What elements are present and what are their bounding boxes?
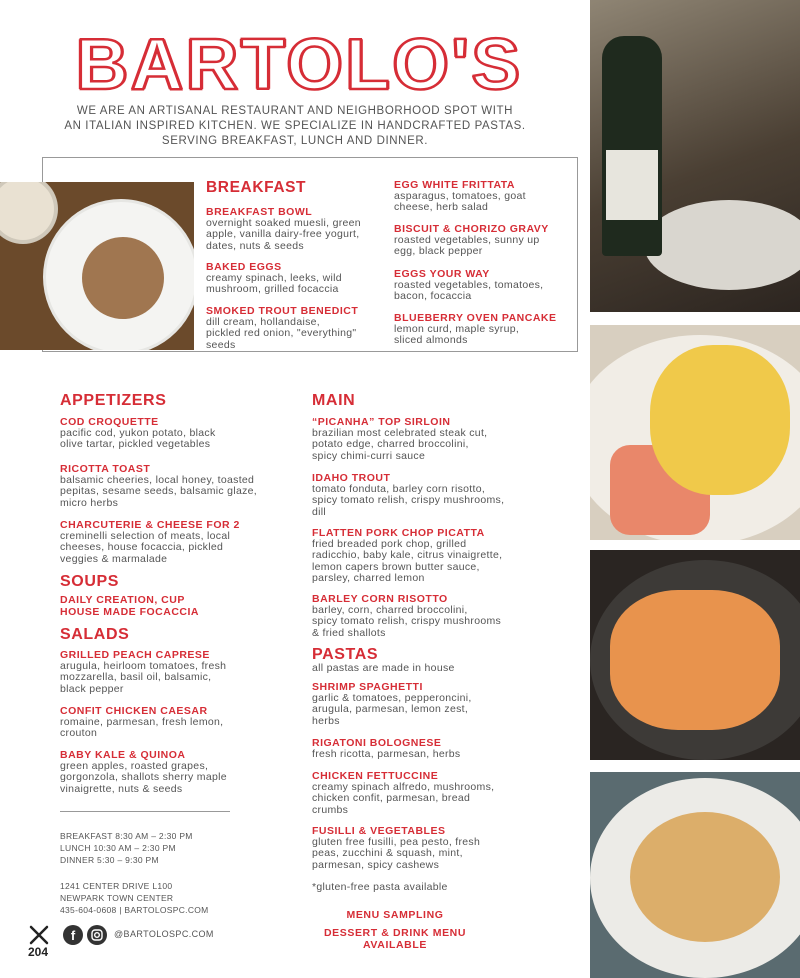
menu-item: BISCUIT & CHORIZO GRAVY roasted vegetables, sunny up egg, black pepper: [394, 223, 549, 258]
fork-knife-icon: [28, 924, 50, 946]
menu-item: SMOKED TROUT BENEDICT dill cream, hollandaise, pickled red onion, "everything" seeds: [206, 305, 359, 351]
facebook-icon[interactable]: f: [63, 925, 83, 945]
main-title: MAIN: [312, 392, 356, 409]
menu-item: FUSILLI & VEGETABLES gluten free fusilli, pea pesto, fresh peas, zucchini & squash, mint, parmesan, spicy cashews: [312, 825, 481, 871]
menu-item: GRILLED PEACH CAPRESE arugula, heirloom tomatoes, fresh mozzarella, basil oil, balsamic, black pepper: [60, 649, 227, 695]
menu-item: BLUEBERRY OVEN PANCAKE lemon curd, maple syrup, sliced almonds: [394, 312, 557, 347]
tagline: WE ARE AN ARTISANAL RESTAURANT AND NEIGHBORHOOD SPOT WITH AN ITALIAN INSPIRED KITCHEN. WE SPECIALIZE IN HANDCRAFTED PASTAS. SERVING BREAKFAST, LUNCH AND DINNER.: [64, 105, 526, 147]
menu-sampling-note: MENU SAMPLING: [346, 909, 444, 921]
menu-item: CHICKEN FETTUCCINE creamy spinach alfredo, mushrooms, chicken confit, parmesan, bread crumbs: [312, 770, 495, 816]
soup-line: HOUSE MADE FOCACCIA: [60, 606, 200, 618]
pastas-title: PASTAS: [312, 646, 379, 663]
shrimp-spaghetti-photo: [590, 772, 800, 978]
salads-title: SALADS: [60, 626, 130, 643]
menu-item: “PICANHA” TOP SIRLOIN brazilian most celebrated steak cut, potato edge, charred broccolini, spicy chimi-curri sauce: [312, 416, 488, 462]
address: 1241 CENTER DRIVE L100 NEWPARK TOWN CENTER 435-604-0608 | BARTOLOSPC.COM: [60, 881, 209, 915]
menu-item: EGGS YOUR WAY roasted vegetables, tomatoes, bacon, focaccia: [394, 268, 544, 303]
benedict-photo: [590, 325, 800, 540]
menu-item: CONFIT CHICKEN CAESAR romaine, parmesan, fresh lemon, crouton: [60, 705, 224, 740]
menu-item: CHARCUTERIE & CHEESE FOR 2 creminelli selection of meats, local cheeses, house focaccia, pickled veggies & marmalade: [60, 519, 240, 565]
page-number: 204: [28, 945, 49, 959]
wine-bruschetta-photo: [590, 0, 800, 312]
soups-title: SOUPS: [60, 573, 120, 590]
menu-item: RICOTTA TOAST balsamic cheeries, local honey, toasted pepitas, sesame seeds, balsamic glaze, micro herbs: [60, 463, 257, 509]
menu-item: BAKED EGGS creamy spinach, leeks, wild mushroom, grilled focaccia: [206, 261, 342, 296]
menu-item: COD CROQUETTE pacific cod, yukon potato, black olive tartar, pickled vegetables: [60, 416, 216, 451]
menu-item: SHRIMP SPAGHETTI garlic & tomatoes, pepperoncini, arugula, parmesan, lemon zest, herbs: [312, 681, 472, 727]
pastas-subtitle: all pastas are made in house: [312, 662, 455, 674]
soup-line: DAILY CREATION, CUP: [60, 594, 185, 606]
menu-item: FLATTEN PORK CHOP PICATTA fried breaded pork chop, grilled radicchio, baby kale, citrus vinaigrette, lemon capers brown butter sauce, parsley, charred lemon: [312, 527, 503, 584]
hours: BREAKFAST 8:30 AM – 2:30 PM LUNCH 10:30 AM – 2:30 PM DINNER 5:30 – 9:30 PM: [60, 831, 193, 865]
breakfast-title: BREAKFAST: [206, 179, 307, 196]
menu-item: EGG WHITE FRITTATA asparagus, tomatoes, goat cheese, herb salad: [394, 179, 526, 214]
gluten-free-note: *gluten-free pasta available: [312, 881, 448, 893]
menu-item: RIGATONI BOLOGNESE fresh ricotta, parmesan, herbs: [312, 737, 461, 760]
menu-item: BABY KALE & QUINOA green apples, roasted grapes, gorgonzola, shallots sherry maple vinaigrette, nuts & seeds: [60, 749, 227, 795]
menu-item: IDAHO TROUT tomato fonduta, barley corn risotto, spicy tomato relish, crispy mushrooms, dill: [312, 472, 505, 518]
appetizers-title: APPETIZERS: [60, 392, 167, 409]
menu-item: BARLEY CORN RISOTTO barley, corn, charred broccolini, spicy tomato relish, crispy mushrooms & fried shallots: [312, 593, 502, 639]
breakfast-bowl-photo: [0, 182, 194, 350]
instagram-icon[interactable]: [87, 925, 107, 945]
rigatoni-photo: [590, 550, 800, 760]
menu-item: BREAKFAST BOWL overnight soaked muesli, green apple, vanilla dairy-free yogurt, dates, nuts & seeds: [206, 206, 361, 252]
restaurant-logo: BARTOLO'S: [76, 25, 523, 105]
dessert-drink-note: DESSERT & DRINK MENU AVAILABLE: [323, 927, 467, 951]
social-handle[interactable]: @BARTOLOSPC.COM: [114, 929, 214, 939]
divider: [60, 811, 230, 812]
